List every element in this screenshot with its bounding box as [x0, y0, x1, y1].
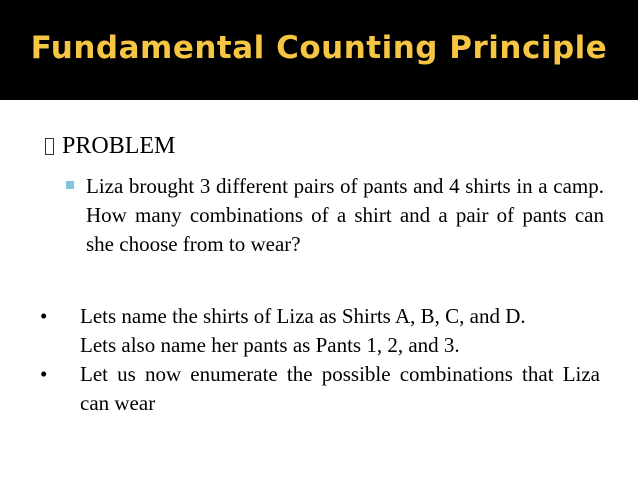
bullet-text: Let us now enumerate the possible combinations that Liza can wear [80, 362, 600, 415]
problem-heading-item [45, 133, 175, 160]
bullet-item [40, 302, 600, 360]
missing-glyph-bullet-icon [45, 138, 54, 155]
bullet-line: Lets name the shirts of Liza as Shirts A, B, C, and D. [80, 304, 526, 328]
bullet-text [80, 302, 600, 360]
bullet-item [40, 360, 600, 418]
bullet-dot: • [40, 304, 48, 328]
problem-statement-item [66, 172, 604, 259]
slide-title: Fundamental Counting Principle [30, 30, 608, 66]
bullet-line: Lets also name her pants as Pants 1, 2, and 3. [80, 333, 460, 357]
problem-statement: Liza brought 3 different pairs of pants and 4 shirts in a camp. How many combinations of a shirt and a pair of pants can she choose from to wear? [86, 174, 604, 256]
problem-heading: PROBLEM [62, 133, 176, 159]
square-bullet-icon [66, 181, 74, 189]
bullet-dot: • [40, 362, 48, 386]
